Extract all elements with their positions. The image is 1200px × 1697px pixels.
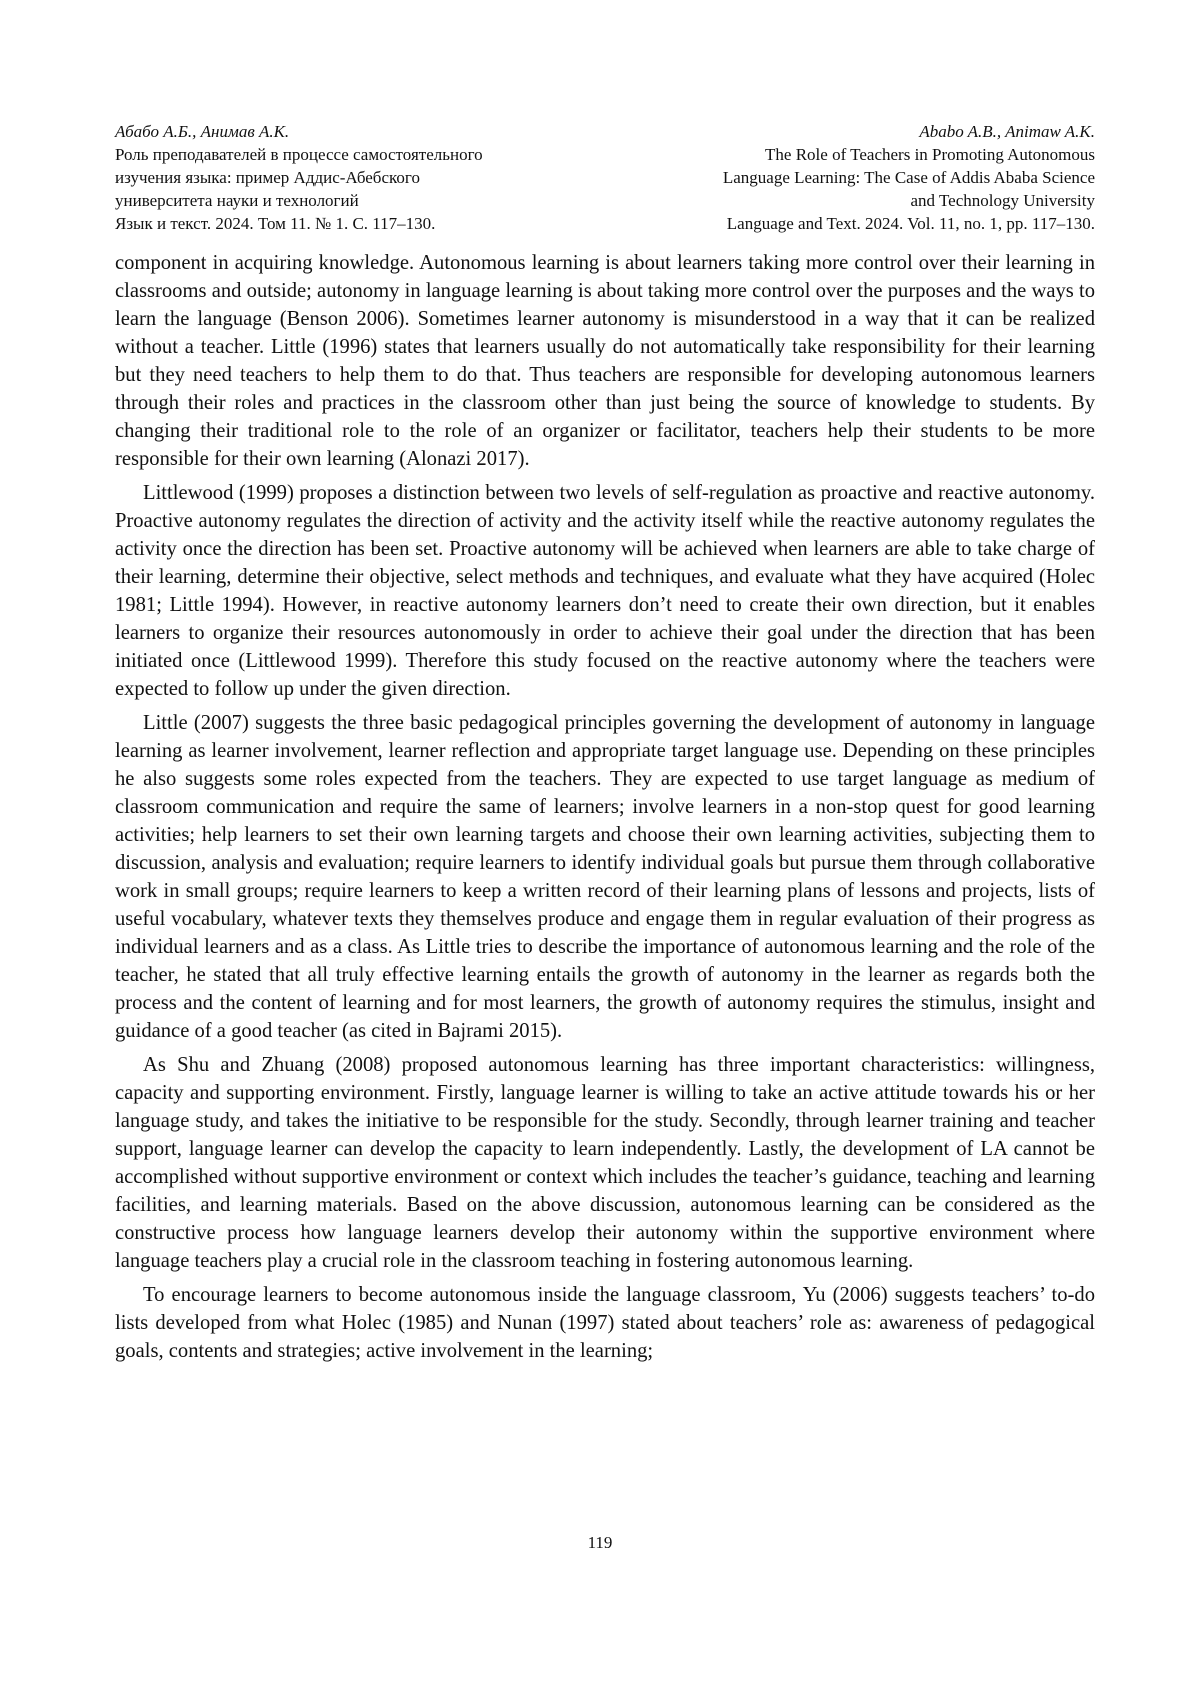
header-authors-ru: Абабо А.Б., Анимав А.К. bbox=[115, 122, 290, 141]
header-title-ru-line2: изучения языка: пример Аддис-Абебского bbox=[115, 168, 420, 187]
header-title-ru-line1: Роль преподавателей в процессе самостоятельного bbox=[115, 145, 483, 164]
header-title-en-line3: and Technology University bbox=[910, 191, 1095, 210]
running-header bbox=[115, 120, 1095, 235]
header-english bbox=[625, 120, 1095, 235]
page-number: 119 bbox=[587, 1533, 613, 1552]
header-russian bbox=[115, 120, 585, 235]
header-title-ru-line3: университета науки и технологий bbox=[115, 191, 359, 210]
header-citation-ru: Язык и текст. 2024. Том 11. № 1. С. 117–130. bbox=[115, 214, 436, 233]
paragraph: Little (2007) suggests the three basic pedagogical principles governing the development of autonomy in language learning as learner involvement, learner reflection and appropriate target language use. Depending on these principles he also suggests some roles expected from the teachers. They are expected to use target language as medium of classroom communication and require the same of learners; involve learners in a non-stop quest for good learning activities; help learners to set their own learning targets and choose their own learning activities, subjecting them to discussion, analysis and evaluation; require learners to identify individual goals but pursue them through collaborative work in small groups; require learners to keep a written record of their learning plans of lessons and projects, lists of useful vocabulary, whatever texts they themselves produce and engage them in regular evaluation of their progress as individual learners and as a class. As Little tries to describe the importance of autonomous learning and the role of the teacher, he stated that all truly effective learning entails the growth of autonomy in the learner as regards both the process and the content of learning and for most learners, the growth of autonomy requires the stimulus, insight and guidance of a good teacher (as cited in Bajrami 2015). bbox=[115, 712, 1095, 1042]
paragraph: component in acquiring knowledge. Autonomous learning is about learners taking more control over their learning in classrooms and outside; autonomy in language learning is about taking more control over the purposes and the ways to learn the language (Benson 2006). Sometimes learner autonomy is misunderstood in a way that it can be realized without a teacher. Little (1996) states that learners usually do not automatically take responsibility for their learning but they need teachers to help them to do that. Thus teachers are responsible for developing autonomous learners through their roles and practices in the classroom other than just being the source of knowledge to students. By changing their traditional role to the role of an organizer or facilitator, teachers help their students to be more responsible for their own learning (Alonazi 2017). bbox=[115, 252, 1095, 470]
header-authors-en: Ababo A.B., Animaw A.K. bbox=[919, 122, 1095, 141]
page-content bbox=[115, 120, 1095, 1371]
header-title-en-line2: Language Learning: The Case of Addis Ababa Science bbox=[722, 168, 1095, 187]
article-body bbox=[115, 249, 1095, 1365]
paragraph: Littlewood (1999) proposes a distinction between two levels of self-regulation as proactive and reactive autonomy. Proactive autonomy regulates the direction of activity and the activity itself while the reactive autonomy regulates the activity once the direction has been set. Proactive autonomy will be achieved when learners are able to take charge of their learning, determine their objective, select methods and techniques, and evaluate what they have acquired (Holec 1981; Little 1994). However, in reactive autonomy learners don’t need to create their own direction, but it enables learners to organize their resources autonomously in order to achieve their goal under the direction that has been initiated once (Littlewood 1999). Therefore this study focused on the reactive autonomy where the teachers were expected to follow up under the given direction. bbox=[115, 482, 1095, 700]
paragraph: To encourage learners to become autonomous inside the language classroom, Yu (2006) suggests teachers’ to-do lists developed from what Holec (1985) and Nunan (1997) stated about teachers’ role as: awareness of pedagogical goals, contents and strategies; active involvement in the learning; bbox=[115, 1284, 1095, 1362]
paragraph: As Shu and Zhuang (2008) proposed autonomous learning has three important characteristics: willingness, capacity and supporting environment. Firstly, language learner is willing to take an active attitude towards his or her language study, and takes the initiative to be responsible for the study. Secondly, through learner training and teacher support, language learner can develop the capacity to learn independently. Lastly, the development of LA cannot be accomplished without supportive environment or context which includes the teacher’s guidance, teaching and learning facilities, and learning materials. Based on the above discussion, autonomous learning can be considered as the constructive process how language learners develop their autonomy within the supportive environment where language teachers play a crucial role in the classroom teaching in fostering autonomous learning. bbox=[115, 1054, 1095, 1272]
header-citation-en: Language and Text. 2024. Vol. 11, no. 1, pp. 117–130. bbox=[726, 214, 1095, 233]
header-title-en-line1: The Role of Teachers in Promoting Autonomous bbox=[765, 145, 1095, 164]
